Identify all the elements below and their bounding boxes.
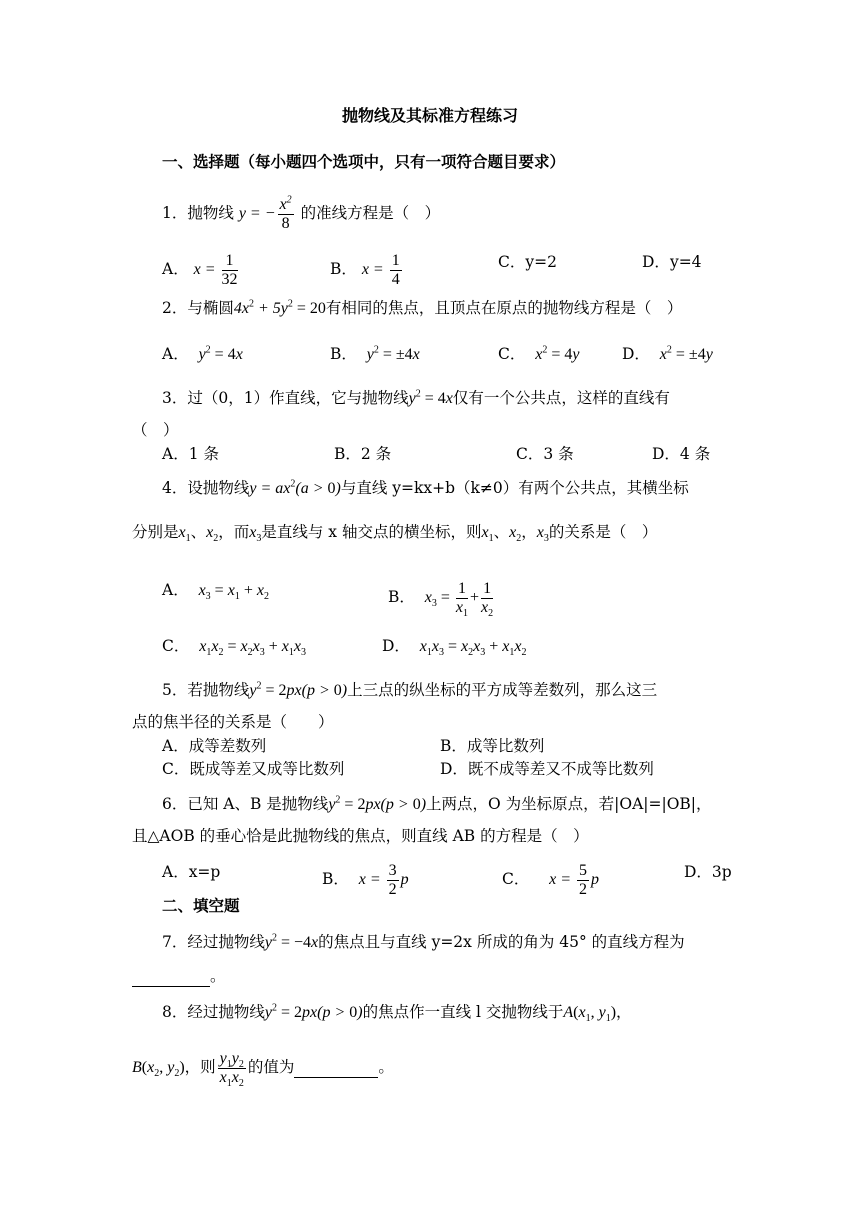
q2-option-d: D． $x^2 = \pm 4y$	[622, 344, 713, 363]
q1-option-b: B． x = $\frac{1}{4}$	[330, 252, 400, 288]
q1-stem-end: 的准线方程是（ ）	[300, 204, 441, 223]
q1-option-d: D．y=4	[642, 253, 702, 271]
question-6: 6．已知 A、B 是抛物线$y^2 = 2px(p > 0)$上两点，O 为坐标原点，若|OA|=|OB|，	[162, 794, 712, 813]
q7-answer-blank[interactable]	[132, 966, 210, 987]
q5-line-2: 点的焦半径的关系是（ ）	[132, 713, 334, 731]
q5-option-d: D．既不成等差又不成等比数列	[440, 760, 654, 778]
q3-option-a: A．1 条	[162, 445, 219, 463]
q5-equation: $y^2 = 2px(p > 0)$	[249, 680, 348, 699]
q8-point-a: $A(x_1$, $y_1$)	[563, 1004, 617, 1025]
q5-option-c: C．既成等差又成等比数列	[162, 760, 345, 778]
question-3: 3．过（0，1）作直线，它与抛物线$y^2 = 4x$仅有一个公共点，这样的直线有	[162, 388, 670, 407]
q2-equation: $4x^2 + 5y^2 = 20$	[233, 298, 326, 317]
q8-point-b: $B(x_2$, $y_2$)	[132, 1059, 185, 1080]
q2-option-b: B． $y^2 = \pm 4x$	[330, 344, 420, 363]
question-4: 4．设抛物线$y = ax^2(a > 0)$与直线 y=kx+b（k≠0）有两个公共点，其横坐标	[162, 478, 689, 497]
q4-equation: $y = ax^2(a > 0)$	[249, 478, 341, 497]
q6-equation: $y^2 = 2px(p > 0)$	[328, 794, 427, 813]
q6-option-d: D．3p	[684, 863, 732, 881]
question-5: 5．若抛物线$y^2 = 2px(p > 0)$上三点的纵坐标的平方成等差数列，那么这三	[162, 680, 658, 699]
q2-option-a: A． $y^2 = 4x$	[162, 344, 243, 363]
q8-equation: $y^2 = 2px(p > 0)$	[264, 1002, 363, 1021]
question-7: 7．经过抛物线$y^2 = -4x$的焦点且与直线 y=2x 所成的角为 45° 的直线方程为	[162, 932, 685, 951]
q3-paren: （ ）	[132, 421, 179, 439]
question-8: 8．经过抛物线$y^2 = 2px(p > 0)$的焦点作一直线 l 交抛物线于$A(x_1$, $y_1$)，	[162, 1002, 632, 1025]
question-2: 2．与椭圆$4x^2 + 5y^2 = 20$有相同的焦点，且顶点在原点的抛物线方程是（ ）	[162, 298, 683, 317]
q3-equation: $y^2 = 4x$	[408, 388, 453, 407]
q1-stem-start: 1．抛物线	[162, 204, 234, 223]
q7-equation: $y^2 = -4x$	[264, 932, 319, 951]
q4-line-2: 分别是$x_1$、$x_2$，而$x_3$是直线与 x 轴交点的横坐标，则$x_1$、$x_2$，$x_3$的关系是（ ）	[132, 523, 658, 545]
q8-answer-blank[interactable]	[294, 1057, 378, 1078]
section-heading-choice: 一、选择题（每小题四个选项中，只有一项符合题目要求）	[162, 152, 566, 171]
q7-answer-line: 。	[132, 966, 226, 987]
q8-line-2: $B(x_2$, $y_2$)，则 $\frac{y_1y_2}{x_1x_2}$ 的值为 。	[132, 1050, 394, 1090]
q1-option-c: C．y=2	[498, 253, 557, 271]
question-1	[162, 196, 440, 233]
q6-option-b: B． x = $\frac{3}{2}$ p	[322, 862, 409, 898]
section-heading-fill: 二、填空题	[162, 896, 240, 915]
q6-line-2: 且△AOB 的垂心恰是此抛物线的焦点，则直线 AB 的方程是（ ）	[132, 827, 589, 845]
q5-option-a: A．成等差数列	[162, 737, 267, 755]
q4-option-a: A． $x_3 = x_1 + x_2$	[162, 581, 269, 603]
q3-option-b: B．2 条	[334, 445, 392, 463]
q4-option-c: C． $x_1x_2 = x_2x_3 + x_1x_3$	[162, 637, 306, 659]
q1-option-a: A． x = $\frac{1}{32}$	[162, 252, 238, 288]
q6-option-a: A．x=p	[162, 863, 221, 881]
q3-option-c: C．3 条	[516, 445, 574, 463]
q3-option-d: D．4 条	[652, 445, 711, 463]
q1-equation: y = − $\frac{x^2}{8}$	[238, 194, 292, 232]
q4-option-b: B． $x_3$ = $\frac{1}{x_1}$ + $\frac{1}{x_2}$	[388, 580, 494, 620]
q6-option-c: C． x = $\frac{5}{2}$ p	[502, 862, 599, 898]
q4-option-d: D． $x_1x_3 = x_2x_3 + x_1x_2$	[382, 637, 527, 659]
q5-option-b: B．成等比数列	[440, 737, 545, 755]
q2-option-c: C． $x^2 = 4y$	[498, 344, 580, 363]
q8-expression: $\frac{y_1y_2}{x_1x_2}$	[219, 1050, 244, 1090]
page-title: 抛物线及其标准方程练习	[341, 106, 518, 125]
